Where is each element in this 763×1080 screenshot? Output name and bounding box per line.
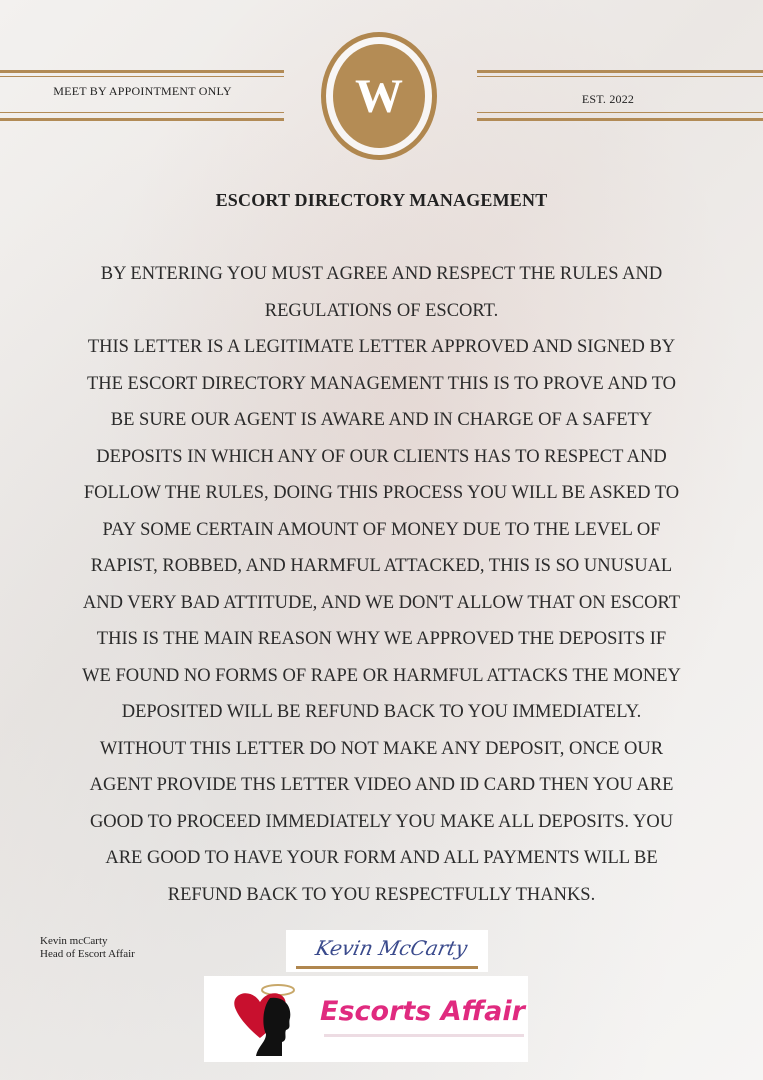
body-line: ARE GOOD TO HAVE YOUR FORM AND ALL PAYMENTS WILL BE: [105, 848, 658, 868]
body-line: RAPIST, ROBBED, AND HARMFUL ATTACKED, THIS IS SO UNUSUAL: [90, 556, 673, 576]
body-line: BE SURE OUR AGENT IS AWARE AND IN CHARGE OF A SAFETY: [110, 410, 653, 430]
body-line: WE FOUND NO FORMS OF RAPE OR HARMFUL ATTACKS THE MONEY: [82, 665, 681, 686]
heart-silhouette-icon: [226, 980, 314, 1060]
body-line: REGULATIONS OF ESCORT.: [264, 300, 499, 321]
brand-name: Escorts Affair: [320, 996, 525, 1027]
w-logo-emblem: [321, 32, 437, 160]
body-line: THIS LETTER IS A LEGITIMATE LETTER APPROVED AND SIGNED BY: [87, 337, 676, 357]
appointment-note: MEET BY APPOINTMENT ONLY: [53, 84, 232, 98]
body-line: BY ENTERING YOU MUST AGREE AND RESPECT THE RULES AND: [100, 264, 663, 284]
body-line: WITHOUT THIS LETTER DO NOT MAKE ANY DEPOSIT, ONCE OUR: [99, 738, 664, 759]
body-line: THIS IS THE MAIN REASON WHY WE APPROVED THE DEPOSITS IF: [96, 629, 667, 649]
signer-role: Head of Escort Affair: [40, 948, 135, 960]
established-year: EST. 2022: [581, 92, 635, 106]
body-line: PAY SOME CERTAIN AMOUNT OF MONEY DUE TO THE LEVEL OF: [102, 519, 661, 540]
body-line: FOLLOW THE RULES, DOING THIS PROCESS YOU WILL BE ASKED TO: [83, 483, 680, 503]
escorts-affair-logo: [204, 976, 528, 1062]
body-line: AND VERY BAD ATTITUDE, AND WE DON'T ALLOW THAT ON ESCORT: [82, 592, 681, 613]
signer-name: Kevin mcCarty: [40, 935, 108, 947]
brand-tagline: [324, 1034, 524, 1037]
signature-script: Kevin McCarty: [313, 936, 470, 960]
body-line: AGENT PROVIDE THS LETTER VIDEO AND ID CARD THEN YOU ARE: [89, 775, 674, 795]
body-line: REFUND BACK TO YOU RESPECTFULLY THANKS.: [167, 884, 596, 905]
signer-block: [40, 935, 135, 961]
logo-letter: W: [333, 44, 425, 148]
body-line: DEPOSITS IN WHICH ANY OF OUR CLIENTS HAS TO RESPECT AND: [96, 446, 667, 467]
handwritten-signature: [286, 930, 488, 972]
letter-body: [30, 256, 733, 913]
body-line: THE ESCORT DIRECTORY MANAGEMENT THIS IS TO PROVE AND TO: [86, 373, 677, 394]
signature-underline: [296, 966, 478, 969]
body-line: DEPOSITED WILL BE REFUND BACK TO YOU IMMEDIATELY.: [121, 702, 642, 722]
body-line: GOOD TO PROCEED IMMEDIATELY YOU MAKE ALL DEPOSITS. YOU: [89, 811, 674, 832]
letter-title: ESCORT DIRECTORY MANAGEMENT: [215, 190, 548, 210]
